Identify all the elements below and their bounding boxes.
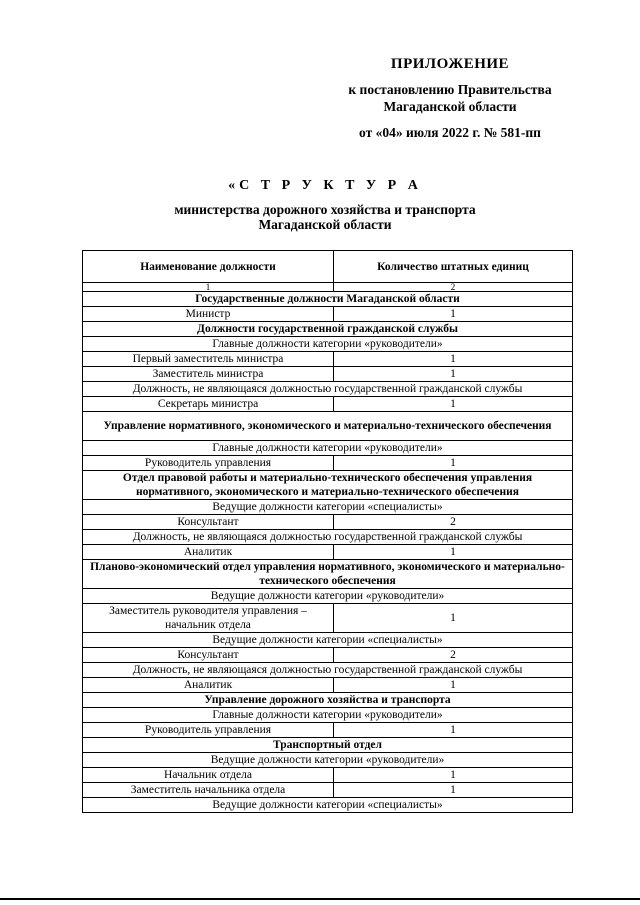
col-number-1: 1 (83, 283, 334, 292)
position-count: 1 (334, 456, 573, 471)
category-heading: Главные должности категории «руководители» (83, 441, 573, 456)
position-name: Аналитик (83, 678, 334, 693)
position-name: Секретарь министра (83, 397, 334, 412)
category-heading: Ведущие должности категории «специалисты» (83, 500, 573, 515)
table-row (83, 738, 573, 753)
position-count: 1 (334, 397, 573, 412)
position-count: 1 (334, 367, 573, 382)
position-count: 1 (334, 307, 573, 322)
table-row (83, 753, 573, 768)
table-row (83, 441, 573, 456)
category-heading: Ведущие должности категории «руководители» (83, 753, 573, 768)
structure-title: «С Т Р У К Т У Р А (228, 178, 422, 193)
table-row (83, 798, 573, 813)
table-row (83, 723, 573, 738)
col-header-count: Количество штатных единиц (334, 251, 573, 283)
table-row (83, 307, 573, 322)
position-name: Начальник отдела (83, 768, 334, 783)
section-heading: Транспортный отдел (83, 738, 573, 753)
position-name: Руководитель управления (83, 723, 334, 738)
structure-heading (90, 178, 560, 232)
table-row (83, 352, 573, 367)
position-count: 1 (334, 783, 573, 798)
table-row (83, 530, 573, 545)
table-row (83, 397, 573, 412)
position-count: 1 (334, 723, 573, 738)
table-row (83, 633, 573, 648)
position-count: 1 (334, 352, 573, 367)
position-count: 1 (334, 678, 573, 693)
table-row (83, 322, 573, 337)
table-row (83, 337, 573, 352)
table-row (83, 560, 573, 589)
position-count: 2 (334, 515, 573, 530)
position-count: 1 (334, 545, 573, 560)
position-name: Консультант (83, 648, 334, 663)
position-count: 1 (334, 768, 573, 783)
table-row (83, 663, 573, 678)
section-heading: Отдел правовой работы и материально-технического обеспечения управления нормативного, экономического и материально-технического обеспечения (83, 471, 573, 500)
appendix-title: ПРИЛОЖЕНИЕ (390, 56, 510, 72)
appendix-header (300, 56, 600, 141)
structure-line-2: Магаданской области (258, 217, 392, 232)
position-name: Заместитель министра (83, 367, 334, 382)
table-row (83, 783, 573, 798)
position-name: Аналитик (83, 545, 334, 560)
table-row (83, 589, 573, 604)
table-row (83, 471, 573, 500)
category-heading: Должность, не являющаяся должностью государственной гражданской службы (83, 530, 573, 545)
table-row (83, 604, 573, 633)
appendix-line-2: Магаданской области (383, 99, 517, 114)
table-row (83, 515, 573, 530)
table-row (83, 412, 573, 441)
table-row (83, 382, 573, 397)
category-heading: Должность, не являющаяся должностью государственной гражданской службы (83, 663, 573, 678)
table-row (83, 500, 573, 515)
category-heading: Ведущие должности категории «специалисты» (83, 798, 573, 813)
appendix-line-1: к постановлению Правительства (348, 82, 552, 97)
section-heading: Государственные должности Магаданской области (83, 292, 573, 307)
section-heading: Управление дорожного хозяйства и транспорта (83, 693, 573, 708)
category-heading: Главные должности категории «руководители» (83, 708, 573, 723)
position-count: 2 (334, 648, 573, 663)
section-heading: Управление нормативного, экономического и материально-технического обеспечения (83, 412, 573, 441)
position-name: Заместитель руководителя управления – начальник отдела (83, 604, 334, 633)
position-name: Министр (83, 307, 334, 322)
category-heading: Должность, не являющаяся должностью государственной гражданской службы (83, 382, 573, 397)
structure-line-1: министерства дорожного хозяйства и транспорта (174, 202, 476, 217)
position-name: Первый заместитель министра (83, 352, 334, 367)
table-row (83, 678, 573, 693)
col-number-2: 2 (334, 283, 573, 292)
bottom-rule (0, 898, 640, 900)
table-row (83, 456, 573, 471)
position-name: Руководитель управления (83, 456, 334, 471)
position-name: Консультант (83, 515, 334, 530)
table-row (83, 693, 573, 708)
table-row (83, 648, 573, 663)
position-count: 1 (334, 604, 573, 633)
appendix-date: от «04» июля 2022 г. № 581-пп (359, 125, 541, 140)
col-header-position: Наименование должности (83, 251, 334, 283)
table-row (83, 545, 573, 560)
table-header-row (83, 251, 573, 283)
category-heading: Ведущие должности категории «специалисты» (83, 633, 573, 648)
category-heading: Главные должности категории «руководители» (83, 337, 573, 352)
position-name: Заместитель начальника отдела (83, 783, 334, 798)
table-row (83, 708, 573, 723)
section-heading: Должности государственной гражданской службы (83, 322, 573, 337)
staff-table (82, 250, 573, 813)
section-heading: Планово-экономический отдел управления нормативного, экономического и материально-технического обеспечения (83, 560, 573, 589)
category-heading: Ведущие должности категории «руководители» (83, 589, 573, 604)
table-row (83, 292, 573, 307)
table-row (83, 367, 573, 382)
table-row (83, 768, 573, 783)
table-number-row (83, 283, 573, 292)
